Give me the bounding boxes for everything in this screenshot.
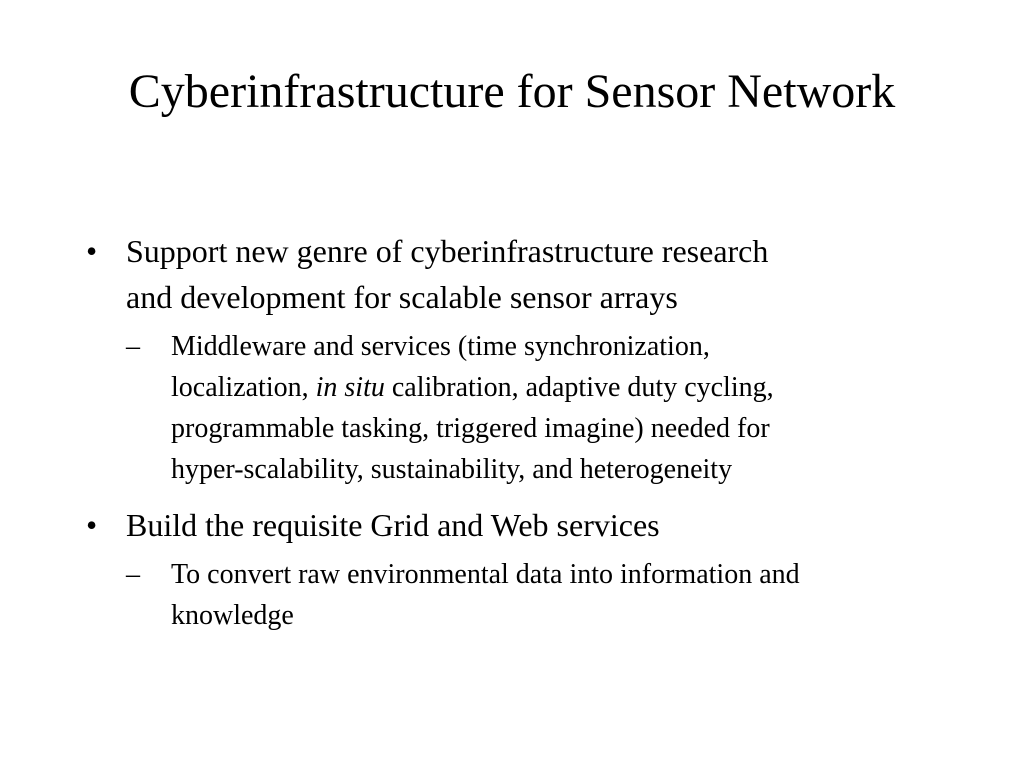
bullet-item <box>86 228 956 320</box>
bullet-text-line: Support new genre of cyberinfrastructure research <box>126 233 769 269</box>
sub-bullet-text-line: hyper-scalability, sustainability, and heterogeneity <box>171 454 733 485</box>
sub-bullet-text-line: knowledge <box>171 600 294 631</box>
bullet-text-line: and development for scalable sensor arrays <box>126 279 678 315</box>
bullet-text-line: Build the requisite Grid and Web services <box>126 507 660 543</box>
bullet-marker: • <box>86 507 98 543</box>
dash-marker: – <box>126 559 140 590</box>
italic-term: in situ <box>315 372 385 403</box>
dash-marker: – <box>126 331 140 362</box>
sub-bullet-item <box>126 554 956 636</box>
sub-bullet-text: localization, <box>171 372 316 403</box>
sub-bullet-text-line: programmable tasking, triggered imagine) needed for <box>171 413 770 444</box>
sub-bullet-text-line <box>171 367 956 408</box>
bullet-marker: • <box>86 233 98 269</box>
bullet-item <box>86 502 956 548</box>
sub-bullet-text: calibration, adaptive duty cycling, <box>384 372 774 403</box>
sub-bullet-text-line: Middleware and services (time synchronization, <box>171 331 710 362</box>
sub-bullet-text-line: To convert raw environmental data into information and <box>171 559 800 590</box>
slide-body <box>86 228 956 636</box>
slide-title: Cyberinfrastructure for Sensor Network <box>128 65 896 118</box>
sub-bullet-item <box>126 326 956 490</box>
